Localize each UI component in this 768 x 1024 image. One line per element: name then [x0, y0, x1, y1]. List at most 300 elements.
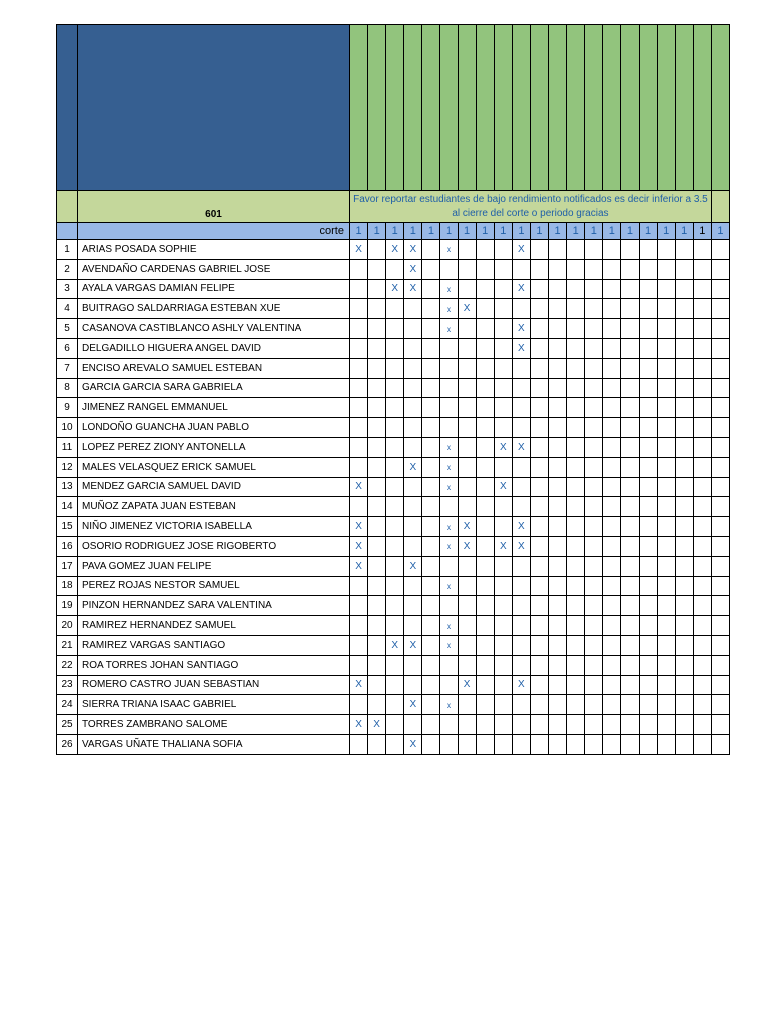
grade-cell[interactable]: [512, 576, 530, 596]
grade-cell[interactable]: [458, 338, 476, 358]
grade-cell[interactable]: [404, 358, 422, 378]
grade-cell[interactable]: [639, 378, 657, 398]
grade-cell[interactable]: [675, 517, 693, 537]
grade-cell[interactable]: [476, 635, 494, 655]
grade-cell[interactable]: [404, 715, 422, 735]
grade-cell[interactable]: [549, 358, 567, 378]
grade-cell[interactable]: [350, 437, 368, 457]
grade-cell[interactable]: [711, 576, 729, 596]
grade-cell[interactable]: [549, 536, 567, 556]
grade-cell[interactable]: [639, 655, 657, 675]
grade-cell[interactable]: [603, 715, 621, 735]
grade-cell[interactable]: [422, 616, 440, 636]
grade-cell[interactable]: [512, 259, 530, 279]
grade-cell[interactable]: [494, 259, 512, 279]
grade-cell[interactable]: [621, 576, 639, 596]
grade-cell[interactable]: [368, 279, 386, 299]
low-performance-mark[interactable]: X: [512, 319, 530, 339]
grade-cell[interactable]: [350, 734, 368, 754]
grade-cell[interactable]: [494, 616, 512, 636]
grade-cell[interactable]: [530, 457, 548, 477]
grade-cell[interactable]: [386, 477, 404, 497]
grade-cell[interactable]: [368, 695, 386, 715]
grade-cell[interactable]: [711, 655, 729, 675]
grade-cell[interactable]: [368, 635, 386, 655]
grade-cell[interactable]: [657, 240, 675, 260]
grade-cell[interactable]: [458, 319, 476, 339]
grade-cell[interactable]: [603, 695, 621, 715]
grade-cell[interactable]: [585, 517, 603, 537]
low-performance-mark[interactable]: X: [494, 437, 512, 457]
grade-cell[interactable]: [386, 259, 404, 279]
grade-cell[interactable]: [693, 378, 711, 398]
grade-cell[interactable]: [476, 596, 494, 616]
grade-cell[interactable]: [458, 398, 476, 418]
grade-cell[interactable]: [693, 398, 711, 418]
grade-cell[interactable]: [494, 517, 512, 537]
grade-cell[interactable]: [567, 715, 585, 735]
grade-cell[interactable]: [368, 319, 386, 339]
grade-cell[interactable]: [657, 536, 675, 556]
grade-cell[interactable]: [711, 675, 729, 695]
grade-cell[interactable]: [512, 556, 530, 576]
grade-cell[interactable]: [549, 279, 567, 299]
grade-cell[interactable]: [693, 616, 711, 636]
grade-cell[interactable]: [621, 437, 639, 457]
grade-cell[interactable]: [639, 675, 657, 695]
grade-cell[interactable]: [711, 338, 729, 358]
grade-cell[interactable]: [621, 596, 639, 616]
grade-cell[interactable]: [621, 497, 639, 517]
grade-cell[interactable]: [386, 299, 404, 319]
grade-cell[interactable]: [494, 695, 512, 715]
grade-cell[interactable]: [512, 596, 530, 616]
grade-cell[interactable]: [368, 556, 386, 576]
grade-cell[interactable]: [657, 576, 675, 596]
grade-cell[interactable]: [386, 576, 404, 596]
grade-cell[interactable]: [530, 576, 548, 596]
grade-cell[interactable]: [711, 457, 729, 477]
grade-cell[interactable]: [549, 240, 567, 260]
low-performance-mark[interactable]: X: [512, 517, 530, 537]
grade-cell[interactable]: [585, 358, 603, 378]
grade-cell[interactable]: [350, 695, 368, 715]
grade-cell[interactable]: [585, 398, 603, 418]
grade-cell[interactable]: [422, 734, 440, 754]
grade-cell[interactable]: [567, 596, 585, 616]
grade-cell[interactable]: [657, 398, 675, 418]
grade-cell[interactable]: [530, 358, 548, 378]
grade-cell[interactable]: [476, 457, 494, 477]
grade-cell[interactable]: [476, 338, 494, 358]
grade-cell[interactable]: [404, 378, 422, 398]
grade-cell[interactable]: [675, 418, 693, 438]
grade-cell[interactable]: [494, 635, 512, 655]
grade-cell[interactable]: [350, 358, 368, 378]
grade-cell[interactable]: [657, 517, 675, 537]
grade-cell[interactable]: [422, 596, 440, 616]
low-performance-mark[interactable]: X: [350, 556, 368, 576]
grade-cell[interactable]: [675, 675, 693, 695]
grade-cell[interactable]: [675, 695, 693, 715]
grade-cell[interactable]: [675, 576, 693, 596]
grade-cell[interactable]: [585, 556, 603, 576]
grade-cell[interactable]: [494, 398, 512, 418]
grade-cell[interactable]: [675, 734, 693, 754]
grade-cell[interactable]: [621, 655, 639, 675]
grade-cell[interactable]: [621, 299, 639, 319]
grade-cell[interactable]: [422, 437, 440, 457]
grade-cell[interactable]: [657, 596, 675, 616]
grade-cell[interactable]: [603, 536, 621, 556]
grade-cell[interactable]: [476, 437, 494, 457]
grade-cell[interactable]: [422, 576, 440, 596]
grade-cell[interactable]: [639, 536, 657, 556]
grade-cell[interactable]: [657, 734, 675, 754]
grade-cell[interactable]: [549, 319, 567, 339]
grade-cell[interactable]: [603, 517, 621, 537]
grade-cell[interactable]: [404, 616, 422, 636]
grade-cell[interactable]: [567, 319, 585, 339]
grade-cell[interactable]: [603, 319, 621, 339]
grade-cell[interactable]: [386, 457, 404, 477]
grade-cell[interactable]: [621, 695, 639, 715]
grade-cell[interactable]: [603, 259, 621, 279]
grade-cell[interactable]: [567, 279, 585, 299]
grade-cell[interactable]: [458, 616, 476, 636]
grade-cell[interactable]: [675, 497, 693, 517]
grade-cell[interactable]: [440, 596, 458, 616]
low-performance-mark[interactable]: X: [350, 477, 368, 497]
grade-cell[interactable]: [675, 536, 693, 556]
grade-cell[interactable]: [368, 655, 386, 675]
grade-cell[interactable]: [530, 635, 548, 655]
grade-cell[interactable]: [386, 398, 404, 418]
grade-cell[interactable]: [350, 338, 368, 358]
grade-cell[interactable]: [711, 358, 729, 378]
grade-cell[interactable]: [512, 477, 530, 497]
grade-cell[interactable]: [585, 734, 603, 754]
grade-cell[interactable]: [603, 338, 621, 358]
grade-cell[interactable]: [621, 556, 639, 576]
grade-cell[interactable]: [476, 240, 494, 260]
grade-cell[interactable]: [603, 358, 621, 378]
low-performance-mark[interactable]: X: [350, 517, 368, 537]
grade-cell[interactable]: [458, 279, 476, 299]
grade-cell[interactable]: [512, 655, 530, 675]
low-performance-mark[interactable]: X: [512, 279, 530, 299]
grade-cell[interactable]: [494, 556, 512, 576]
grade-cell[interactable]: [476, 477, 494, 497]
grade-cell[interactable]: [567, 338, 585, 358]
grade-cell[interactable]: [368, 734, 386, 754]
grade-cell[interactable]: [368, 477, 386, 497]
grade-cell[interactable]: [458, 497, 476, 517]
grade-cell[interactable]: [711, 635, 729, 655]
grade-cell[interactable]: [422, 477, 440, 497]
low-performance-mark[interactable]: X: [512, 338, 530, 358]
grade-cell[interactable]: [567, 517, 585, 537]
grade-cell[interactable]: [476, 576, 494, 596]
low-performance-mark[interactable]: X: [350, 715, 368, 735]
grade-cell[interactable]: [567, 497, 585, 517]
grade-cell[interactable]: [639, 338, 657, 358]
grade-cell[interactable]: [675, 338, 693, 358]
grade-cell[interactable]: [567, 457, 585, 477]
grade-cell[interactable]: [675, 279, 693, 299]
grade-cell[interactable]: [549, 457, 567, 477]
grade-cell[interactable]: [639, 556, 657, 576]
grade-cell[interactable]: [639, 734, 657, 754]
grade-cell[interactable]: [512, 497, 530, 517]
grade-cell[interactable]: [585, 299, 603, 319]
grade-cell[interactable]: [567, 556, 585, 576]
grade-cell[interactable]: [585, 596, 603, 616]
grade-cell[interactable]: [422, 536, 440, 556]
grade-cell[interactable]: [476, 497, 494, 517]
grade-cell[interactable]: [386, 734, 404, 754]
grade-cell[interactable]: [530, 338, 548, 358]
grade-cell[interactable]: [440, 675, 458, 695]
low-performance-mark[interactable]: X: [404, 734, 422, 754]
grade-cell[interactable]: [621, 457, 639, 477]
grade-cell[interactable]: [585, 655, 603, 675]
grade-cell[interactable]: [368, 240, 386, 260]
grade-cell[interactable]: [639, 616, 657, 636]
grade-cell[interactable]: [404, 655, 422, 675]
grade-cell[interactable]: [657, 437, 675, 457]
grade-cell[interactable]: [621, 378, 639, 398]
grade-cell[interactable]: [458, 596, 476, 616]
grade-cell[interactable]: [368, 259, 386, 279]
grade-cell[interactable]: [494, 319, 512, 339]
grade-cell[interactable]: [422, 655, 440, 675]
grade-cell[interactable]: [530, 418, 548, 438]
grade-cell[interactable]: [693, 299, 711, 319]
grade-cell[interactable]: [657, 497, 675, 517]
grade-cell[interactable]: [476, 715, 494, 735]
grade-cell[interactable]: [603, 616, 621, 636]
grade-cell[interactable]: [693, 240, 711, 260]
grade-cell[interactable]: [657, 319, 675, 339]
grade-cell[interactable]: [693, 536, 711, 556]
low-performance-mark[interactable]: X: [368, 715, 386, 735]
grade-cell[interactable]: [621, 398, 639, 418]
grade-cell[interactable]: [567, 734, 585, 754]
grade-cell[interactable]: [567, 398, 585, 418]
grade-cell[interactable]: [585, 279, 603, 299]
low-performance-mark[interactable]: X: [386, 635, 404, 655]
grade-cell[interactable]: [422, 497, 440, 517]
grade-cell[interactable]: [549, 497, 567, 517]
grade-cell[interactable]: [657, 418, 675, 438]
grade-cell[interactable]: [693, 418, 711, 438]
low-performance-mark[interactable]: X: [458, 517, 476, 537]
grade-cell[interactable]: [603, 477, 621, 497]
low-performance-mark[interactable]: x: [440, 457, 458, 477]
grade-cell[interactable]: [549, 398, 567, 418]
grade-cell[interactable]: [368, 576, 386, 596]
grade-cell[interactable]: [621, 240, 639, 260]
grade-cell[interactable]: [675, 240, 693, 260]
grade-cell[interactable]: [476, 616, 494, 636]
grade-cell[interactable]: [404, 536, 422, 556]
grade-cell[interactable]: [494, 338, 512, 358]
grade-cell[interactable]: [422, 695, 440, 715]
grade-cell[interactable]: [549, 616, 567, 636]
grade-cell[interactable]: [657, 259, 675, 279]
grade-cell[interactable]: [512, 358, 530, 378]
low-performance-mark[interactable]: X: [458, 299, 476, 319]
grade-cell[interactable]: [657, 457, 675, 477]
grade-cell[interactable]: [585, 715, 603, 735]
grade-cell[interactable]: [657, 338, 675, 358]
grade-cell[interactable]: [386, 437, 404, 457]
grade-cell[interactable]: [567, 358, 585, 378]
grade-cell[interactable]: [530, 497, 548, 517]
grade-cell[interactable]: [404, 477, 422, 497]
grade-cell[interactable]: [422, 299, 440, 319]
grade-cell[interactable]: [476, 655, 494, 675]
grade-cell[interactable]: [603, 378, 621, 398]
grade-cell[interactable]: [711, 398, 729, 418]
grade-cell[interactable]: [585, 536, 603, 556]
grade-cell[interactable]: [476, 556, 494, 576]
grade-cell[interactable]: [567, 695, 585, 715]
grade-cell[interactable]: [657, 556, 675, 576]
grade-cell[interactable]: [639, 358, 657, 378]
grade-cell[interactable]: [549, 556, 567, 576]
grade-cell[interactable]: [567, 240, 585, 260]
grade-cell[interactable]: [693, 715, 711, 735]
low-performance-mark[interactable]: x: [440, 437, 458, 457]
grade-cell[interactable]: [603, 240, 621, 260]
grade-cell[interactable]: [476, 734, 494, 754]
grade-cell[interactable]: [530, 517, 548, 537]
grade-cell[interactable]: [440, 715, 458, 735]
grade-cell[interactable]: [530, 675, 548, 695]
grade-cell[interactable]: [639, 457, 657, 477]
grade-cell[interactable]: [657, 299, 675, 319]
grade-cell[interactable]: [585, 576, 603, 596]
grade-cell[interactable]: [386, 616, 404, 636]
grade-cell[interactable]: [693, 437, 711, 457]
grade-cell[interactable]: [675, 616, 693, 636]
grade-cell[interactable]: [657, 695, 675, 715]
grade-cell[interactable]: [639, 319, 657, 339]
low-performance-mark[interactable]: x: [440, 477, 458, 497]
grade-cell[interactable]: [440, 358, 458, 378]
grade-cell[interactable]: [368, 378, 386, 398]
grade-cell[interactable]: [549, 517, 567, 537]
grade-cell[interactable]: [530, 240, 548, 260]
grade-cell[interactable]: [458, 635, 476, 655]
grade-cell[interactable]: [530, 695, 548, 715]
grade-cell[interactable]: [494, 497, 512, 517]
grade-cell[interactable]: [675, 477, 693, 497]
grade-cell[interactable]: [675, 259, 693, 279]
grade-cell[interactable]: [350, 616, 368, 636]
grade-cell[interactable]: [458, 734, 476, 754]
low-performance-mark[interactable]: x: [440, 536, 458, 556]
grade-cell[interactable]: [549, 299, 567, 319]
grade-cell[interactable]: [386, 418, 404, 438]
grade-cell[interactable]: [440, 556, 458, 576]
grade-cell[interactable]: [711, 616, 729, 636]
grade-cell[interactable]: [530, 259, 548, 279]
grade-cell[interactable]: [693, 596, 711, 616]
grade-cell[interactable]: [512, 299, 530, 319]
grade-cell[interactable]: [621, 338, 639, 358]
grade-cell[interactable]: [494, 378, 512, 398]
low-performance-mark[interactable]: x: [440, 517, 458, 537]
grade-cell[interactable]: [350, 299, 368, 319]
low-performance-mark[interactable]: x: [440, 635, 458, 655]
low-performance-mark[interactable]: X: [458, 675, 476, 695]
grade-cell[interactable]: [530, 616, 548, 636]
grade-cell[interactable]: [368, 616, 386, 636]
grade-cell[interactable]: [603, 418, 621, 438]
grade-cell[interactable]: [585, 497, 603, 517]
grade-cell[interactable]: [657, 279, 675, 299]
grade-cell[interactable]: [711, 299, 729, 319]
grade-cell[interactable]: [350, 457, 368, 477]
grade-cell[interactable]: [404, 299, 422, 319]
grade-cell[interactable]: [585, 378, 603, 398]
grade-cell[interactable]: [549, 635, 567, 655]
grade-cell[interactable]: [440, 398, 458, 418]
grade-cell[interactable]: [675, 635, 693, 655]
grade-cell[interactable]: [404, 675, 422, 695]
grade-cell[interactable]: [404, 576, 422, 596]
grade-cell[interactable]: [494, 457, 512, 477]
grade-cell[interactable]: [458, 715, 476, 735]
grade-cell[interactable]: [657, 675, 675, 695]
grade-cell[interactable]: [639, 715, 657, 735]
grade-cell[interactable]: [621, 635, 639, 655]
grade-cell[interactable]: [567, 616, 585, 636]
grade-cell[interactable]: [458, 259, 476, 279]
grade-cell[interactable]: [585, 338, 603, 358]
grade-cell[interactable]: [603, 457, 621, 477]
grade-cell[interactable]: [639, 240, 657, 260]
grade-cell[interactable]: [585, 437, 603, 457]
grade-cell[interactable]: [350, 378, 368, 398]
grade-cell[interactable]: [657, 358, 675, 378]
grade-cell[interactable]: [621, 715, 639, 735]
grade-cell[interactable]: [621, 279, 639, 299]
grade-cell[interactable]: [512, 378, 530, 398]
grade-cell[interactable]: [530, 655, 548, 675]
grade-cell[interactable]: [404, 437, 422, 457]
grade-cell[interactable]: [675, 378, 693, 398]
grade-cell[interactable]: [458, 378, 476, 398]
grade-cell[interactable]: [350, 319, 368, 339]
grade-cell[interactable]: [711, 240, 729, 260]
grade-cell[interactable]: [567, 259, 585, 279]
grade-cell[interactable]: [675, 556, 693, 576]
grade-cell[interactable]: [693, 517, 711, 537]
low-performance-mark[interactable]: X: [404, 556, 422, 576]
low-performance-mark[interactable]: X: [386, 279, 404, 299]
grade-cell[interactable]: [711, 477, 729, 497]
grade-cell[interactable]: [549, 675, 567, 695]
low-performance-mark[interactable]: X: [512, 240, 530, 260]
grade-cell[interactable]: [458, 655, 476, 675]
grade-cell[interactable]: [422, 378, 440, 398]
grade-cell[interactable]: [530, 378, 548, 398]
grade-cell[interactable]: [512, 695, 530, 715]
